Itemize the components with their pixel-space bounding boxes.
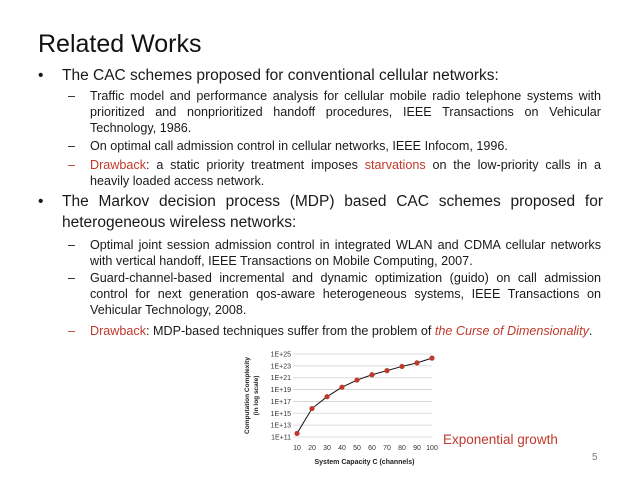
sub-bullet-text: Traffic model and performance analysis for cellular mobile radio telephone systems with prioritized and nonprioritized handoff procedures, IEEE Transactions on Vehicular Technology, 1986. [90, 89, 601, 135]
drawback-part1: : MDP-based techniques suffer from the problem of [146, 324, 435, 338]
slide-title: Related Works [38, 30, 202, 58]
bullet-dot: • [38, 67, 44, 84]
drawback-highlight: the Curse of Dimensionality [434, 324, 589, 338]
y-axis-label-line: (in log scale) [253, 375, 260, 416]
x-tick-label: 70 [383, 445, 391, 452]
y-tick-label: 1E+25 [270, 351, 291, 359]
data-point [384, 368, 389, 373]
sub-bullet-ref-2008 [68, 270, 601, 318]
sub-bullet-drawback-1 [68, 157, 601, 189]
complexity-chart [240, 345, 440, 475]
drawback-part2: on the low-priority calls in a heavily loaded access network. [90, 158, 601, 188]
x-tick-label: 80 [398, 445, 406, 452]
y-tick-label: 1E+17 [270, 398, 291, 406]
dash-marker: – [68, 89, 76, 103]
dash-marker: – [68, 238, 76, 252]
dash-marker: – [68, 324, 76, 338]
drawback-text [90, 323, 601, 339]
x-tick-label: 60 [368, 445, 376, 452]
data-point [294, 431, 299, 436]
drawback-text [90, 157, 601, 189]
data-point [399, 364, 404, 369]
x-tick-label: 40 [338, 445, 346, 452]
x-tick-label: 10 [293, 445, 301, 452]
bullet-mdp-cac [38, 191, 603, 233]
series-line [297, 358, 432, 433]
y-tick-label: 1E+23 [270, 363, 291, 371]
y-tick-label: 1E+11 [271, 434, 291, 442]
data-point [339, 385, 344, 390]
bullet-conventional-cac [38, 65, 603, 86]
page-number: 5 [592, 452, 598, 463]
y-axis-label-line: Computation Complexity [244, 357, 251, 434]
bullet-text: The Markov decision process (MDP) based CAC schemes proposed for heterogeneous wireless networks: [62, 193, 603, 231]
sub-bullet-text: Optimal joint session admission control in integrated WLAN and CDMA cellular networks with vertical handoff, IEEE Transactions on Mobile Computing, 2007. [90, 238, 601, 268]
x-tick-label: 20 [308, 445, 316, 452]
data-point [354, 377, 359, 382]
drawback-part1: : a static priority treatment imposes [146, 158, 365, 172]
sub-bullet-text: Guard-channel-based incremental and dynamic optimization (guido) on call admission control for next generation qos-aware heterogeneous systems, IEEE Transactions on Vehicular Technology, 2008. [90, 271, 601, 317]
data-point [414, 360, 419, 365]
dash-marker: – [68, 271, 76, 285]
sub-bullet-ref-2007 [68, 237, 601, 269]
data-point [429, 356, 434, 361]
drawback-label: Drawback [90, 158, 146, 172]
bullet-text: The CAC schemes proposed for conventional cellular networks: [62, 67, 499, 84]
y-tick-label: 1E+13 [270, 422, 291, 430]
x-axis-label: System Capacity C (channels) [314, 459, 415, 466]
bullet-dot: • [38, 193, 44, 210]
data-point [369, 372, 374, 377]
drawback-label: Drawback [90, 324, 146, 338]
drawback-highlight: starvations [364, 158, 426, 172]
dash-marker: – [68, 158, 76, 172]
sub-bullet-ref-1996 [68, 138, 601, 154]
sub-bullet-text: On optimal call admission control in cellular networks, IEEE Infocom, 1996. [90, 139, 508, 153]
x-tick-label: 90 [413, 445, 421, 452]
x-tick-label: 50 [353, 445, 361, 452]
y-tick-label: 1E+21 [270, 375, 291, 383]
sub-bullet-ref-1986 [68, 88, 601, 136]
y-tick-label: 1E+15 [270, 410, 291, 418]
y-tick-label: 1E+19 [270, 387, 291, 395]
drawback-part2: . [588, 324, 593, 338]
dash-marker: – [68, 139, 76, 153]
data-point [324, 394, 329, 399]
sub-bullet-drawback-2 [68, 323, 601, 339]
x-tick-label: 100 [426, 445, 438, 452]
x-tick-label: 30 [323, 445, 331, 452]
data-point [309, 406, 314, 411]
exponential-growth-note: Exponential growth [443, 432, 558, 447]
